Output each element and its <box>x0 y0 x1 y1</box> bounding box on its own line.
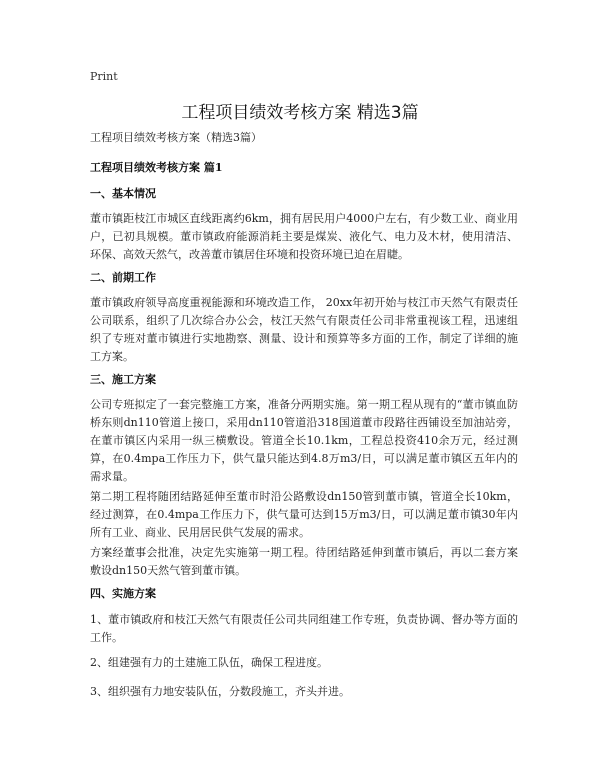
paragraph-preliminary: 董市镇政府领导高度重视能源和环境改造工作， 20xx年初开始与枝江市天然气有限责任公司联系，组织了几次综合办公会，枝江天然气有限责任公司非常重视该工程，迅速组织了专班对董市镇进行实地勘察、测量、设计和预算等多方面的工作，制定了详细的施工方案。 <box>90 296 518 363</box>
paragraph-implementation-2: 2、组建强有力的土建施工队伍，确保工程进度。 <box>90 656 328 669</box>
paragraph-implementation-1: 1、董市镇政府和枝江天然气有限责任公司共同组建工作专班，负责协调、督办等方面的工作。 <box>90 613 518 644</box>
section-heading-construction: 三、施工方案 <box>90 373 156 386</box>
chapter-title: 工程项目绩效考核方案 篇1 <box>90 161 223 174</box>
subtitle: 工程项目绩效考核方案（精选3篇） <box>90 131 262 144</box>
paragraph-construction-2: 第二期工程将随团结路延伸至董市时沿公路敷设dn150管到董市镇，管道全长10km，经过测算，在0.4mpa工作压力下，供气量可达到15万m3/日，可以满足董市镇30年内所有工业、商业、民用居民供气发展的需求。 <box>90 490 518 539</box>
paragraph-construction-1: 公司专班拟定了一套完整施工方案，准备分两期实施。第一期工程从现有的“董市镇血防桥东则dn110管道上接口，采用dn110管道沿318国道董市段路往西铺设至加油站旁，在董市镇区内采用一纵三横敷设。管道全长10.1km，工程总投资410余万元，经过测算，在0.4mpa工作压力下，供气量只能达到4.8万m3/日，可以满足董市镇区五年内的需求量。 <box>90 398 518 483</box>
section-heading-implementation: 四、实施方案 <box>90 587 156 600</box>
print-link[interactable]: Print <box>90 70 118 83</box>
paragraph-construction-3: 方案经董事会批准，决定先实施第一期工程。待团结路延伸到董市镇后，再以二套方案敷设dn150天然气管到董市镇。 <box>90 546 518 577</box>
paragraph-implementation-3: 3、组织强有力地安装队伍，分数段施工，齐头并进。 <box>90 685 350 698</box>
page-title: 工程项目绩效考核方案 精选3篇 <box>181 103 419 123</box>
section-heading-preliminary: 二、前期工作 <box>90 271 156 284</box>
paragraph-basic: 董市镇距枝江市城区直线距离约6km，拥有居民用户4000户左右，有少数工业、商业用户，已初具规模。董市镇政府能源消耗主要是煤炭、液化气、电力及木材，使用清洁、环保、高效天然气，改善董市镇居住环境和投资环境已迫在眉睫。 <box>90 212 518 261</box>
section-heading-basic: 一、基本情况 <box>90 187 156 200</box>
